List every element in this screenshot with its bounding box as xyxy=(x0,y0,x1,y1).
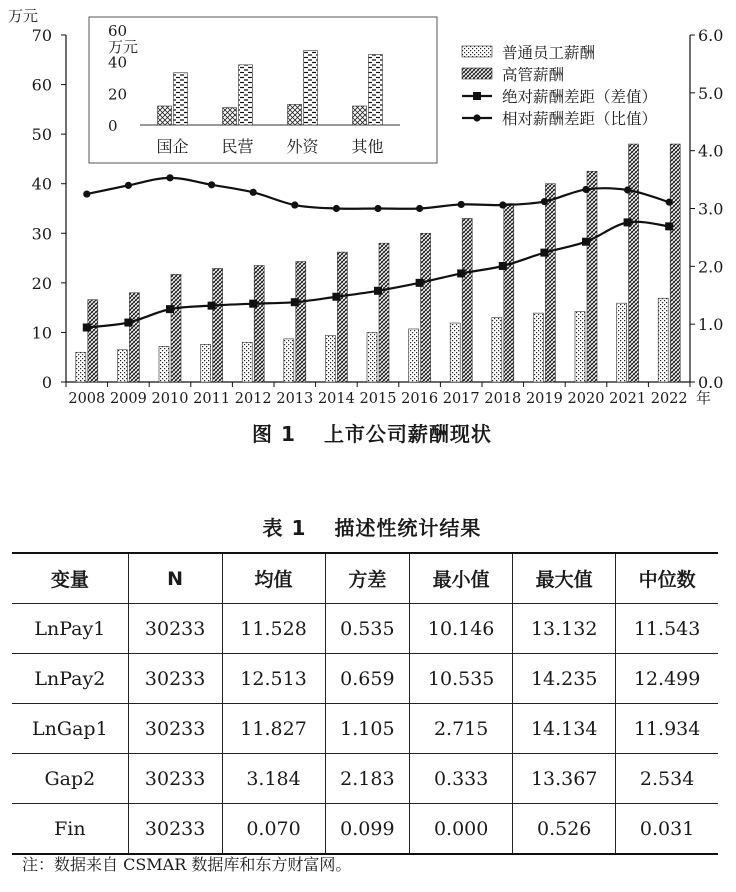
inset-bar-employee xyxy=(223,108,237,125)
stats-table xyxy=(12,552,718,855)
marker-relative-gap xyxy=(499,201,506,208)
table-cell: 0.031 xyxy=(616,804,718,855)
x-tick-label: 2013 xyxy=(276,391,314,407)
table-cell: Gap2 xyxy=(12,754,128,804)
right-tick-label: 4.0 xyxy=(698,141,724,161)
bar-executive-pay xyxy=(587,171,597,382)
table-cell: 13.367 xyxy=(513,754,616,804)
inset-bar-executive xyxy=(304,51,318,125)
legend-marker-square xyxy=(473,92,481,100)
marker-relative-gap xyxy=(250,189,257,196)
x-tick-label: 2012 xyxy=(234,391,272,407)
table-cell: 2.715 xyxy=(410,704,513,754)
bar-executive-pay xyxy=(213,268,223,382)
right-tick-label: 2.0 xyxy=(698,257,724,277)
marker-absolute-gap xyxy=(208,302,216,310)
table-cell: 3.184 xyxy=(222,754,325,804)
right-tick-label: 5.0 xyxy=(698,83,724,103)
marker-absolute-gap xyxy=(416,279,424,287)
legend-marker-dot xyxy=(473,114,480,121)
legend-label: 普通员工薪酬 xyxy=(502,44,596,62)
header-cell: N xyxy=(128,553,222,604)
bar-employee-pay xyxy=(575,312,585,382)
header-cell: 最大值 xyxy=(513,553,616,604)
bar-executive-pay xyxy=(254,266,264,382)
marker-absolute-gap xyxy=(624,218,632,226)
figure-caption-title: 上市公司薪酬现状 xyxy=(323,422,492,446)
figure-caption xyxy=(0,418,736,447)
left-tick-label: 60 xyxy=(31,75,52,95)
table-cell: 30233 xyxy=(128,604,222,654)
table-cell: 30233 xyxy=(128,704,222,754)
table-cell: 2.183 xyxy=(325,754,410,804)
inset-bar-executive xyxy=(239,65,253,125)
table-cell: 30233 xyxy=(128,754,222,804)
marker-absolute-gap xyxy=(124,319,132,327)
bar-executive-pay xyxy=(296,262,306,382)
table-cell: 0.659 xyxy=(325,654,410,704)
x-tick-label: 2020 xyxy=(567,391,605,407)
x-tick-label: 2015 xyxy=(359,391,397,407)
x-tick-label: 2019 xyxy=(525,391,563,407)
table-cell: 12.499 xyxy=(616,654,718,704)
x-tick-label: 2022 xyxy=(650,391,688,407)
inset-bar-employee xyxy=(353,106,367,125)
bar-employee-pay xyxy=(658,298,668,382)
table-cell: 0.333 xyxy=(410,754,513,804)
marker-relative-gap xyxy=(83,190,90,197)
right-tick-label: 1.0 xyxy=(698,315,724,335)
x-axis-unit: 年 xyxy=(696,389,712,407)
marker-relative-gap xyxy=(541,198,548,205)
bar-employee-pay xyxy=(117,350,127,382)
table-caption-number: 表 1 xyxy=(262,516,307,540)
inset-tick-label: 0 xyxy=(108,117,118,135)
bar-executive-pay xyxy=(421,233,431,382)
x-tick-label: 2011 xyxy=(193,391,231,407)
left-tick-label: 0 xyxy=(41,373,52,392)
marker-absolute-gap xyxy=(540,249,548,257)
marker-absolute-gap xyxy=(166,305,174,313)
table-row xyxy=(12,804,718,855)
inset-category-label: 其他 xyxy=(351,137,384,156)
table-cell: 30233 xyxy=(128,654,222,704)
bar-executive-pay xyxy=(670,144,680,382)
bar-employee-pay xyxy=(409,329,419,382)
line-relative-gap xyxy=(87,178,669,209)
table-cell: 0.099 xyxy=(325,804,410,855)
x-tick-label: 2016 xyxy=(401,391,439,407)
right-tick-label: 6.0 xyxy=(698,26,724,45)
left-tick-label: 50 xyxy=(31,125,52,145)
inset-tick-label: 60 xyxy=(108,22,128,40)
header-cell: 中位数 xyxy=(616,553,718,604)
table-cell: 11.934 xyxy=(616,704,718,754)
table-cell: 13.132 xyxy=(513,604,616,654)
bar-executive-pay xyxy=(545,184,555,382)
bar-employee-pay xyxy=(242,342,252,382)
marker-absolute-gap xyxy=(499,262,507,270)
chart-bars xyxy=(76,144,680,382)
table-cell: 11.528 xyxy=(222,604,325,654)
x-tick-label: 2010 xyxy=(151,391,189,407)
right-tick-label: 3.0 xyxy=(698,199,724,219)
bar-employee-pay xyxy=(159,346,169,382)
left-axis-unit: 万元 xyxy=(8,7,39,25)
bar-executive-pay xyxy=(379,243,389,382)
x-tick-label: 2018 xyxy=(484,391,522,407)
table-cell: 14.235 xyxy=(513,654,616,704)
x-tick-label: 2017 xyxy=(442,391,480,407)
table-cell: 12.513 xyxy=(222,654,325,704)
bar-executive-pay xyxy=(462,218,472,382)
marker-relative-gap xyxy=(291,201,298,208)
header-cell: 变量 xyxy=(12,553,128,604)
bar-executive-pay xyxy=(129,293,139,382)
inset-tick-label: 20 xyxy=(108,85,128,104)
salary-chart-svg xyxy=(0,0,736,415)
inset-frame xyxy=(89,17,437,163)
bar-executive-pay xyxy=(504,204,514,382)
marker-absolute-gap xyxy=(374,287,382,295)
chart-legend xyxy=(462,44,657,128)
header-cell: 均值 xyxy=(222,553,325,604)
bar-employee-pay xyxy=(325,335,335,382)
table-cell: Fin xyxy=(12,804,128,855)
bar-executive-pay xyxy=(337,252,347,382)
marker-absolute-gap xyxy=(457,269,465,277)
bar-employee-pay xyxy=(284,339,294,382)
marker-relative-gap xyxy=(125,182,132,189)
marker-relative-gap xyxy=(208,181,215,188)
table-cell: 2.534 xyxy=(616,754,718,804)
header-cell: 最小值 xyxy=(410,553,513,604)
inset-category-label: 外资 xyxy=(286,137,319,156)
inset-tick-label: 40 xyxy=(108,53,128,72)
left-tick-label: 30 xyxy=(31,224,52,244)
marker-relative-gap xyxy=(333,205,340,212)
chart-lines xyxy=(83,174,673,331)
table-caption xyxy=(0,512,736,541)
marker-relative-gap xyxy=(374,205,381,212)
inset-bar-employee xyxy=(158,106,172,125)
bar-employee-pay xyxy=(450,323,460,382)
marker-relative-gap xyxy=(624,186,631,193)
inset-bar-executive xyxy=(369,55,383,125)
inset-chart xyxy=(89,17,437,163)
legend-label: 相对薪酬差距（比值） xyxy=(502,110,658,128)
inset-bar-employee xyxy=(288,104,302,125)
table-cell: 0.535 xyxy=(325,604,410,654)
figure-caption-number: 图 1 xyxy=(252,422,296,446)
legend-swatch-executive xyxy=(462,68,492,79)
bar-employee-pay xyxy=(76,352,86,382)
marker-absolute-gap xyxy=(83,323,91,331)
x-tick-label: 2021 xyxy=(609,391,647,407)
x-tick-label: 2014 xyxy=(317,391,355,407)
legend-label: 高管薪酬 xyxy=(502,66,565,84)
bar-employee-pay xyxy=(533,313,543,382)
inset-category-label: 民营 xyxy=(221,137,254,156)
table-cell: 11.543 xyxy=(616,604,718,654)
bar-executive-pay xyxy=(171,274,181,382)
table-row xyxy=(12,754,718,804)
table-cell: LnPay1 xyxy=(12,604,128,654)
left-tick-label: 40 xyxy=(31,174,52,194)
source-note: 注：数据来自 CSMAR 数据库和东方财富网。 xyxy=(22,855,352,874)
table-cell: LnGap1 xyxy=(12,704,128,754)
table-row xyxy=(12,654,718,704)
marker-absolute-gap xyxy=(582,238,590,246)
table-cell: 0.070 xyxy=(222,804,325,855)
table-cell: 10.535 xyxy=(410,654,513,704)
bar-employee-pay xyxy=(492,318,502,382)
bar-employee-pay xyxy=(201,344,211,382)
salary-chart xyxy=(0,0,736,415)
x-tick-label: 2009 xyxy=(109,391,147,407)
table-cell: 10.146 xyxy=(410,604,513,654)
marker-relative-gap xyxy=(582,186,589,193)
marker-absolute-gap xyxy=(665,222,673,230)
legend-label: 绝对薪酬差距（差值） xyxy=(502,88,658,106)
bar-executive-pay xyxy=(629,144,639,382)
bar-executive-pay xyxy=(88,300,98,382)
right-tick-label: 0.0 xyxy=(698,373,724,392)
left-tick-label: 70 xyxy=(31,26,52,45)
table-cell: 30233 xyxy=(128,804,222,855)
left-tick-label: 20 xyxy=(31,273,52,293)
marker-absolute-gap xyxy=(332,293,340,301)
bar-employee-pay xyxy=(617,303,627,382)
table-cell: LnPay2 xyxy=(12,654,128,704)
legend-swatch-employee xyxy=(462,46,492,57)
left-tick-label: 10 xyxy=(31,323,52,343)
inset-axis-unit: 万元 xyxy=(108,38,139,56)
marker-relative-gap xyxy=(166,174,173,181)
inset-category-label: 国企 xyxy=(156,137,189,156)
bar-employee-pay xyxy=(367,332,377,382)
table-cell: 1.105 xyxy=(325,704,410,754)
inset-bar-executive xyxy=(174,73,188,125)
table-header-row xyxy=(12,553,718,604)
table-row xyxy=(12,704,718,754)
marker-absolute-gap xyxy=(291,298,299,306)
table-row xyxy=(12,604,718,654)
marker-relative-gap xyxy=(416,205,423,212)
marker-relative-gap xyxy=(458,201,465,208)
table-cell: 0.000 xyxy=(410,804,513,855)
table-cell: 11.827 xyxy=(222,704,325,754)
marker-relative-gap xyxy=(666,199,673,206)
marker-absolute-gap xyxy=(249,300,257,308)
x-tick-label: 2008 xyxy=(68,391,106,407)
header-cell: 方差 xyxy=(325,553,410,604)
table-cell: 14.134 xyxy=(513,704,616,754)
table-cell: 0.526 xyxy=(513,804,616,855)
table-caption-title: 描述性统计结果 xyxy=(334,516,482,540)
